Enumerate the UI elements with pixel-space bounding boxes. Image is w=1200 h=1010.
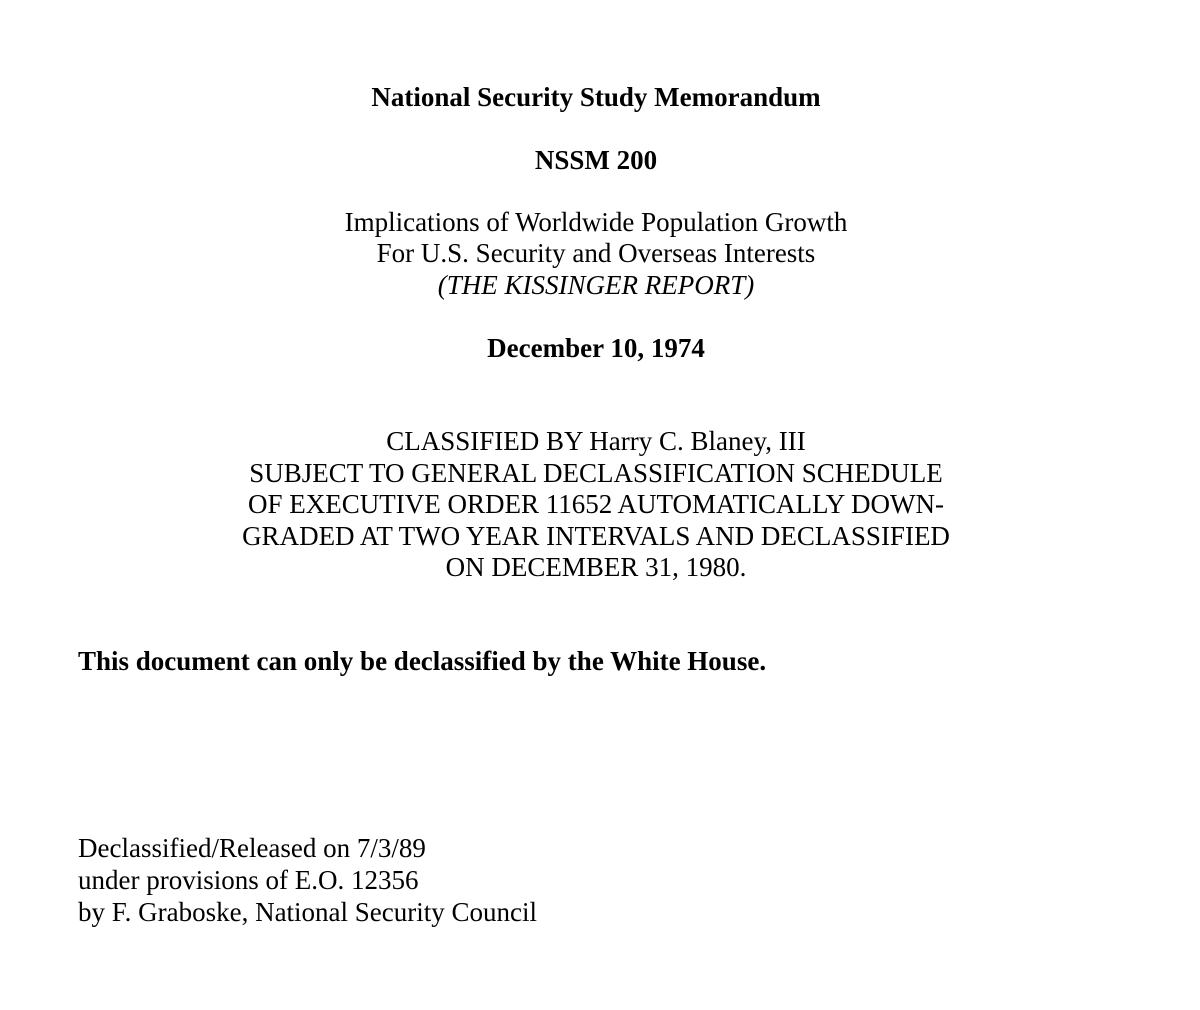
release-line-2: under provisions of E.O. 12356: [78, 865, 419, 895]
classification-line-1: CLASSIFIED BY Harry C. Blaney, III: [386, 426, 806, 456]
subtitle-line-2: For U.S. Security and Overseas Interests: [376, 238, 816, 268]
document-heading: National Security Study Memorandum: [371, 82, 821, 112]
release-line-1: Declassified/Released on 7/3/89: [78, 833, 426, 863]
subtitle-line-3: (THE KISSINGER REPORT): [437, 270, 755, 300]
document-number: NSSM 200: [534, 145, 658, 175]
classification-line-2: SUBJECT TO GENERAL DECLASSIFICATION SCHEDULE: [249, 458, 943, 488]
release-line-3: by F. Graboske, National Security Council: [78, 897, 538, 927]
declassification-notice: This document can only be declassified by the White House.: [78, 646, 767, 676]
subtitle-line-1: Implications of Worldwide Population Growth: [344, 207, 848, 237]
classification-line-4: GRADED AT TWO YEAR INTERVALS AND DECLASSIFIED: [242, 521, 950, 551]
classification-line-5: ON DECEMBER 31, 1980.: [445, 552, 747, 582]
classification-line-3: OF EXECUTIVE ORDER 11652 AUTOMATICALLY DOWN-: [247, 489, 944, 519]
document-date: December 10, 1974: [487, 333, 705, 363]
